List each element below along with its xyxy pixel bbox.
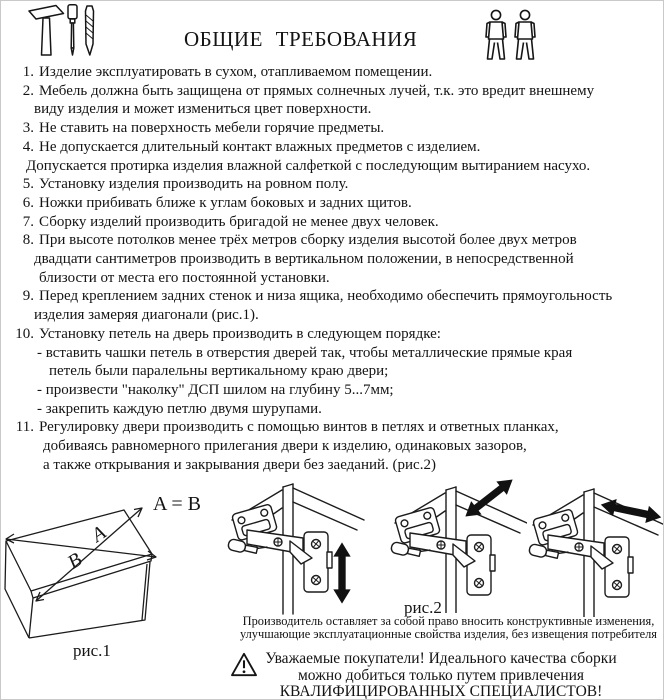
req-line: добиваясь равномерного прилегания двери к изделию, одинаковых зазоров, (43, 438, 527, 455)
requirements-list (1, 63, 663, 474)
fig1-caption: рис.1 (73, 641, 111, 660)
item-number: 4. (22, 138, 34, 155)
item-number: 11. (15, 419, 34, 436)
req-line: 8. При высоте потолков менее трёх метров сборку изделия высотой более двух метров (1, 231, 663, 250)
item-number: 7. (22, 213, 34, 230)
diagonal-a-label: A (87, 521, 110, 547)
req-line: Допускается протирка изделия влажной салфеткой с последующим вытиранием насухо. (26, 157, 591, 174)
awl-icon (86, 6, 94, 55)
item-number: 1. (22, 64, 34, 80)
hinge-diagram-vertical (226, 478, 376, 616)
manufacturer-note (236, 615, 661, 641)
fig2-caption: рис.2 (404, 598, 442, 617)
page-title: ОБЩИЕ ТРЕБОВАНИЯ (184, 27, 418, 51)
person-icon (486, 10, 506, 59)
req-line: - произвести "наколку" ДСП шилом на глубину 5...7мм; (37, 381, 394, 398)
diagonal-b-label: B (63, 548, 86, 574)
hinge-diagram-diagonal (389, 471, 527, 613)
req-line: 2. Мебель должна быть защищена от прямых солнечных лучей, т.к. это вредит внешнему (1, 82, 663, 101)
horizontal-double-arrow-icon (599, 496, 663, 526)
req-line: - вставить чашки петель в отверстия дверей так, чтобы металлические прямые края (37, 344, 573, 361)
person-icon (515, 10, 535, 59)
two-persons-icon (483, 9, 539, 60)
warning-line: Уважаемые покупатели! Идеального качества сборки (265, 650, 617, 667)
manufacturer-note-line: улучшающие эксплуатационные свойства изделия, без извещения потребителя (239, 627, 658, 642)
item-number: 10. (15, 325, 34, 342)
req-line: 9. Перед креплением задних стенок и низа ящика, необходимо обеспечить прямоугольность (1, 287, 663, 306)
hammer-icon (29, 6, 64, 56)
warning-line: можно добиться только путем привлечения (297, 666, 585, 684)
item-number: 9. (22, 288, 34, 305)
req-line: 4. Не допускается длительный контакт влажных предметов с изделием. (1, 138, 663, 157)
req-line: двадцати сантиметров производить в вертикальном положении, в непосредственной (34, 251, 574, 268)
item-number: 3. (22, 120, 34, 137)
req-line: петель были паралельны вертикальному краю двери; (49, 363, 389, 380)
req-line: 11. Регулировку двери производить с помощью винтов в петлях и ответных планках, (1, 418, 663, 437)
req-line: близости от места его постоянной установки. (39, 269, 330, 286)
hinge-diagram-horizontal (527, 471, 664, 617)
req-line: 10. Установку петель на дверь производить в следующем порядке: (1, 325, 663, 344)
warning-line: КВАЛИФИЦИРОВАННЫХ СПЕЦИАЛИСТОВ! (279, 683, 603, 700)
screwdriver-icon (68, 5, 77, 55)
item-number: 6. (22, 194, 34, 211)
req-line: 1. Изделие эксплуатировать в сухом, отапливаемом помещении. (1, 63, 663, 82)
manufacturer-note-line: Производитель оставляет за собой право вносить конструктивные изменения, (242, 614, 655, 628)
tools-icons (28, 4, 98, 56)
req-line: 6. Ножки прибивать ближе к углам боковых и задних щитов. (1, 194, 663, 213)
item-number: 8. (22, 232, 34, 249)
req-line: 5. Установку изделия производить на ровном полу. (1, 175, 663, 194)
req-line: - закрепить каждую петлю двумя шурупами. (37, 400, 322, 417)
fig1-equation: A = B (153, 493, 201, 515)
item-number: 5. (22, 176, 34, 193)
req-line: виду изделия и может измениться цвет поверхности. (34, 101, 372, 118)
req-line: изделия замеряя диагонали (рис.1). (34, 307, 259, 324)
req-line: а также открывания и закрывания двери без заеданий. (рис.2) (43, 456, 436, 473)
item-number: 2. (22, 82, 34, 99)
warning-message (241, 651, 641, 700)
vertical-double-arrow-icon (333, 542, 350, 603)
req-line: 7. Сборку изделий производить бригадой не менее двух человек. (1, 213, 663, 232)
req-line: 3. Не ставить на поверхность мебели горячие предметы. (1, 119, 663, 138)
fig1-box-diagram (3, 493, 213, 665)
